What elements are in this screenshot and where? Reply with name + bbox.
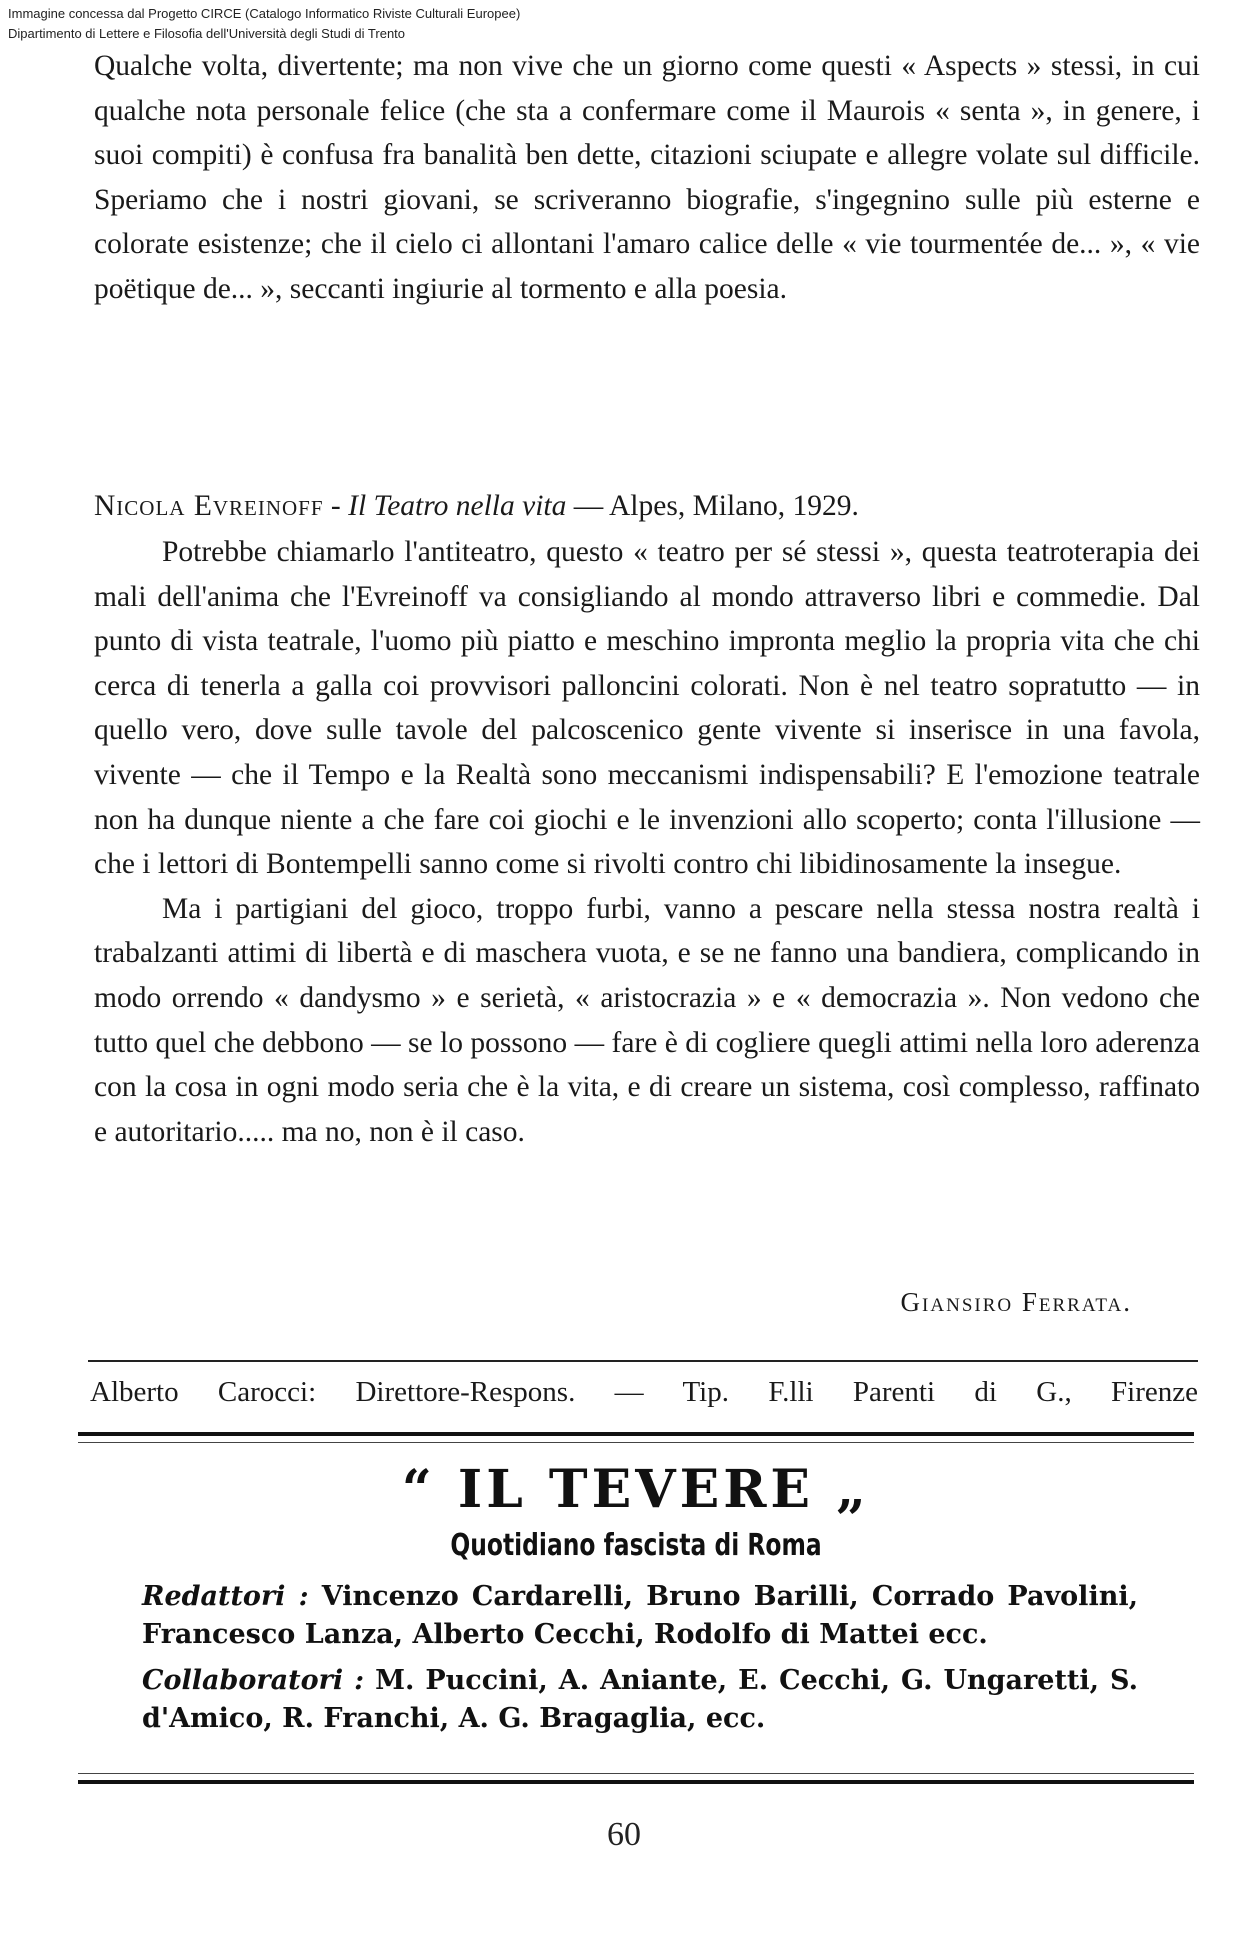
review-heading xyxy=(94,484,1200,528)
advertisement-box xyxy=(78,1432,1194,1784)
review-book-publisher: — Alpes, Milano, 1929. xyxy=(566,490,859,522)
advertisement-contributors xyxy=(142,1662,1138,1738)
editors-label: Redattori : xyxy=(142,1581,309,1612)
page-number: 60 xyxy=(607,1816,641,1853)
advertisement-subtitle: Quotidiano fascista di Roma xyxy=(450,1528,822,1563)
editors-list: Vincenzo Cardarelli, Bruno Barilli, Corrado Pavolini, Francesco Lanza, Alberto Cecchi, Rodolfo di Mattei ecc. xyxy=(142,1581,1138,1650)
footer-divider xyxy=(88,1360,1198,1362)
advertisement-title: “ IL TEVERE „ xyxy=(401,1459,871,1520)
imprint-line: Alberto Carocci: Direttore-Respons. — Tip. F.lli Parenti di G., Firenze xyxy=(90,1376,1198,1408)
archive-credit-line-2: Dipartimento di Lettere e Filosofia dell'Università degli Studi di Trento xyxy=(8,26,406,41)
advertisement-editors xyxy=(142,1578,1138,1654)
archive-credit-line-1: Immagine concessa dal Progetto CIRCE (Catalogo Informatico Riviste Culturali Europee) xyxy=(8,6,521,21)
review-body xyxy=(94,530,1200,1154)
contributors-list: M. Puccini, A. Aniante, E. Cecchi, G. Ungaretti, S. d'Amico, R. Franchi, A. G. Bragaglia, ecc. xyxy=(142,1665,1138,1734)
review-heading-separator: - xyxy=(323,490,349,522)
review-continuation-paragraph: Qualche volta, divertente; ma non vive che un giorno come questi « Aspects » stessi, in cui qualche nota personale felice (che sta a confermare come il Maurois « senta », in genere, i suoi compiti) è confusa fra banalità ben dette, citazioni sciupate e allegre volate sul difficile. Speriamo che i nostri giovani, se scriveranno biografie, s'ingegnino sulle più esterne e colorate esistenze; che il cielo ci allontani l'amaro calice delle « vie tourmentée de... », « vie poëtique de... », seccanti ingiurie al tormento e alla poesia. xyxy=(94,50,1200,305)
review-book-author: Nicola Evreinoff xyxy=(94,490,324,522)
review-signature: Giansiro Ferrata. xyxy=(900,1287,1132,1317)
review-paragraph-2: Ma i partigiani del gioco, troppo furbi, vanno a pescare nella stessa nostra realtà i trabalzanti attimi di libertà e di maschera vuota, e se ne fanno una bandiera, complicando in modo orrendo « dandysmo » e serietà, « aristocrazia » e « democrazia ». Non vedono che tutto quel che debbono — se lo possono — fare è di cogliere quegli attimi nella loro aderenza con la cosa in ogni modo seria che è la vita, e di creare un sistema, così complesso, raffinato e autoritario..... ma no, non è il caso. xyxy=(94,892,1200,1148)
contributors-label: Collaboratori : xyxy=(142,1665,365,1696)
review-paragraph-1: Potrebbe chiamarlo l'antiteatro, questo « teatro per sé stessi », questa teatroterapia dei mali dell'anima che l'Evreinoff va consigliando al mondo attraverso libri e commedie. Dal punto di vista teatrale, l'uomo più piatto e meschino impronta meglio la propria vita che chi cerca di tenerla a galla coi provvisori palloncini colorati. Non è nel teatro sopratutto — in quello vero, dove sulle tavole del palcoscenico gente vivente si inserisce in una favola, vivente — che il Tempo e la Realtà sono meccanismi indispensabili? E l'emozione teatrale non ha dunque niente a che fare coi giochi e le invenzioni allo scoperto; conta l'illusione — che i lettori di Bontempelli sanno come si rivolti contro chi libidinosamente la insegue. xyxy=(94,536,1200,881)
review-book-title: Il Teatro nella vita xyxy=(348,490,567,522)
